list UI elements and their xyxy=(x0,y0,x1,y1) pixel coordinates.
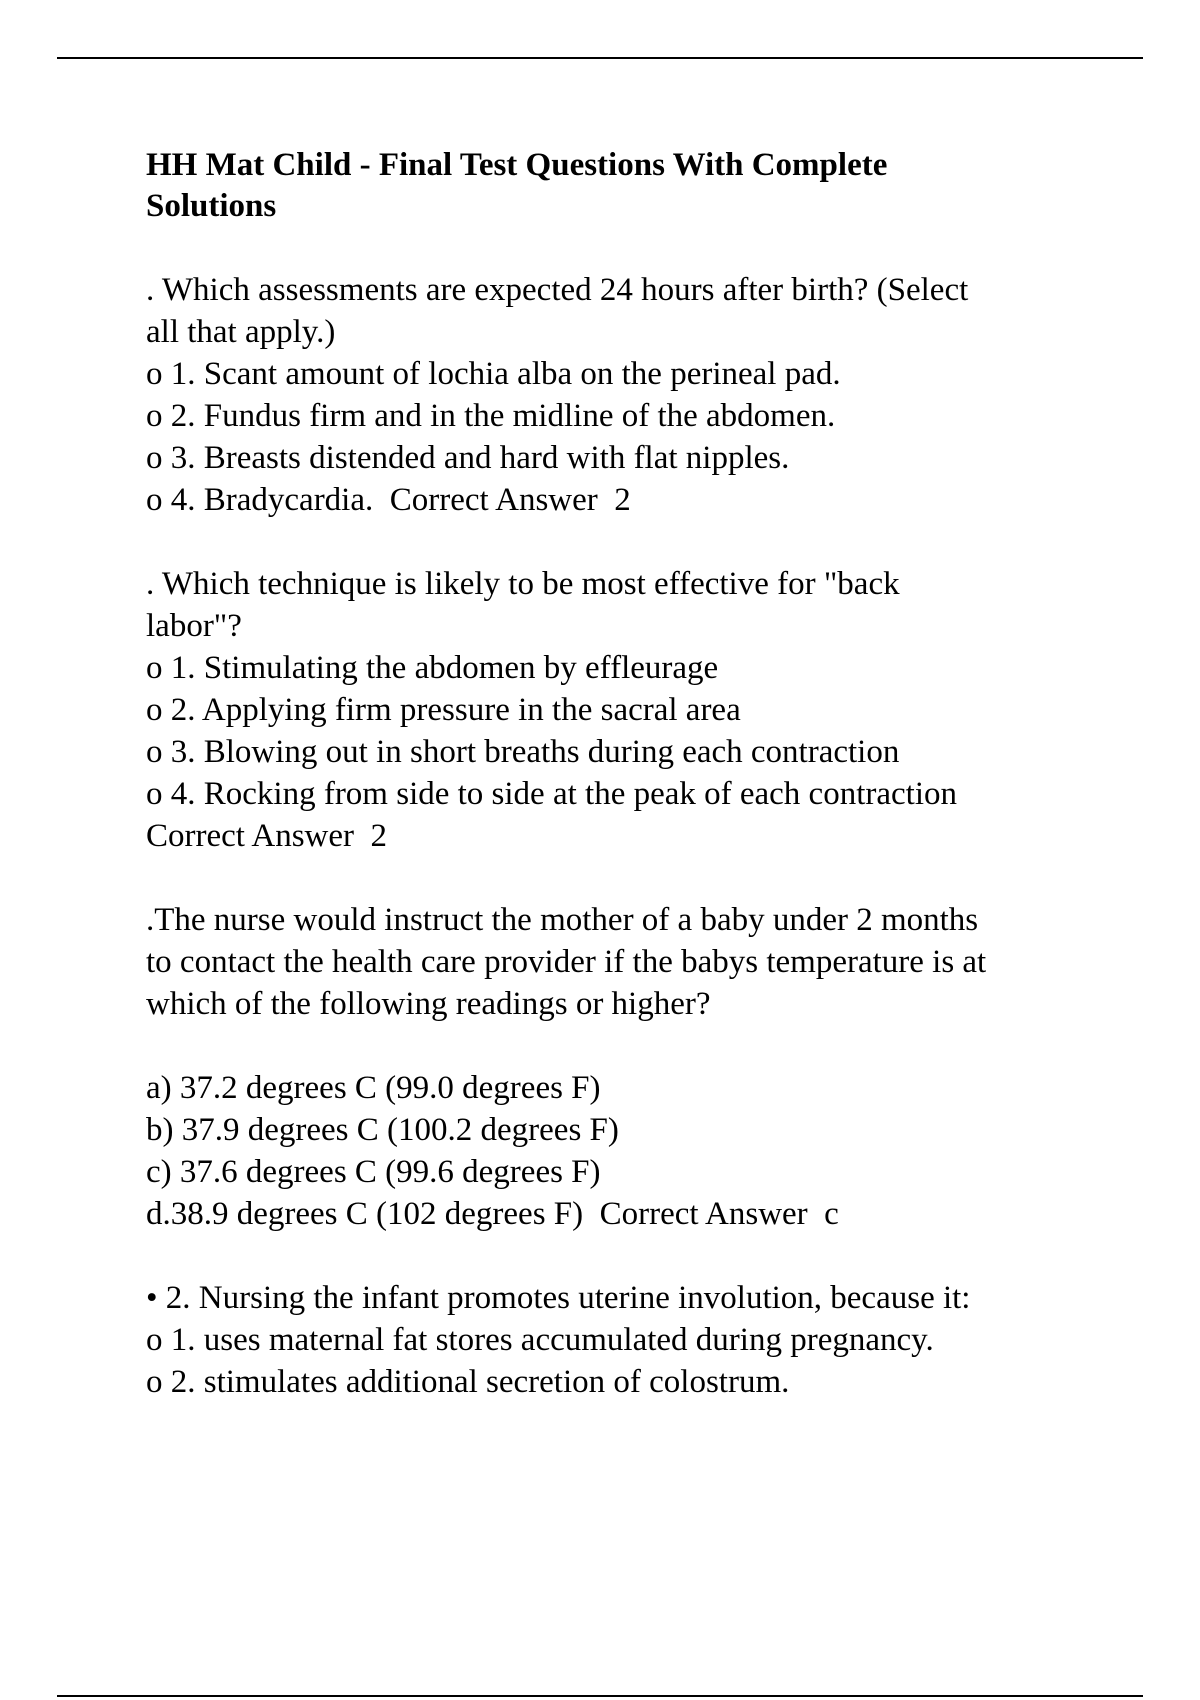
question-text: all that apply.) xyxy=(146,314,336,350)
answer-option: b) 37.9 degrees C (100.2 degrees F) xyxy=(146,1112,619,1148)
bottom-rule xyxy=(57,1695,1143,1697)
answer-option: c) 37.6 degrees C (99.6 degrees F) xyxy=(146,1154,601,1190)
answer-option: o 4. Bradycardia. Correct Answer 2 xyxy=(146,482,631,518)
question-text: to contact the health care provider if the babys temperature is at xyxy=(146,944,987,980)
question-text: . Which technique is likely to be most effective for "back xyxy=(146,566,900,602)
answer-option: o 3. Blowing out in short breaths during each contraction xyxy=(146,734,900,770)
question-text: . Which assessments are expected 24 hours after birth? (Select xyxy=(146,272,969,308)
question-4 xyxy=(146,1277,1076,1403)
answer-option: o 2. Fundus firm and in the midline of the abdomen. xyxy=(146,398,836,434)
answer-option: o 3. Breasts distended and hard with flat nipples. xyxy=(146,440,790,476)
answer-option: a) 37.2 degrees C (99.0 degrees F) xyxy=(146,1070,601,1106)
question-text: which of the following readings or higher? xyxy=(146,986,711,1022)
answer-option: o 2. Applying firm pressure in the sacral area xyxy=(146,692,741,728)
document-title xyxy=(146,145,1076,227)
top-rule xyxy=(57,57,1143,59)
correct-answer: Correct Answer 2 xyxy=(146,818,388,854)
answer-option: d.38.9 degrees C (102 degrees F) Correct Answer c xyxy=(146,1196,839,1232)
question-1 xyxy=(146,269,1076,521)
answer-option: o 1. uses maternal fat stores accumulated during pregnancy. xyxy=(146,1322,934,1358)
question-text: • 2. Nursing the infant promotes uterine involution, because it: xyxy=(146,1280,971,1316)
question-text: labor"? xyxy=(146,608,242,644)
answer-option: o 4. Rocking from side to side at the peak of each contraction xyxy=(146,776,957,812)
answer-option: o 1. Scant amount of lochia alba on the perineal pad. xyxy=(146,356,841,392)
answer-option: o 2. stimulates additional secretion of colostrum. xyxy=(146,1364,790,1400)
answer-option: o 1. Stimulating the abdomen by effleurage xyxy=(146,650,719,686)
question-text: .The nurse would instruct the mother of a baby under 2 months xyxy=(146,902,979,938)
question-2 xyxy=(146,563,1076,857)
question-3 xyxy=(146,899,1076,1235)
document-body xyxy=(146,145,1076,1403)
blank-line xyxy=(146,1025,1076,1067)
title-line: HH Mat Child - Final Test Questions With Complete xyxy=(146,147,888,183)
title-line: Solutions xyxy=(146,188,277,224)
